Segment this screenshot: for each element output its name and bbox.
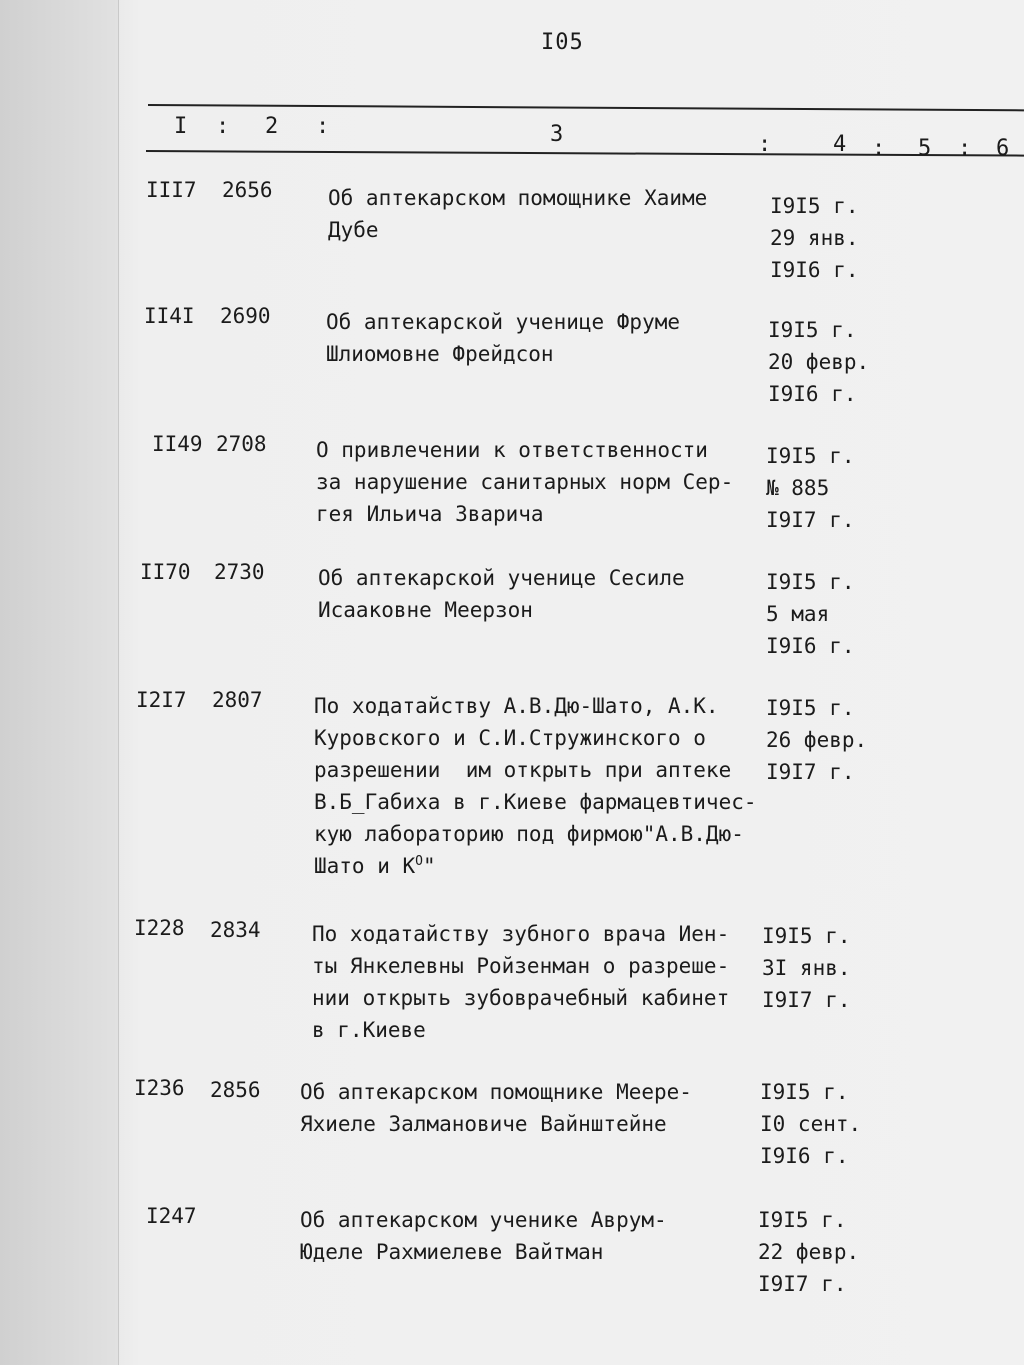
- description-line: Об аптекарской ученице Сесиле: [318, 566, 685, 590]
- date-line: I9I5 г.: [758, 1208, 847, 1232]
- header-rule-top: [148, 104, 1024, 111]
- date-line: 22 февр.: [758, 1240, 860, 1264]
- description-line: Дубе: [328, 218, 379, 242]
- column-header-3: 3: [550, 122, 564, 147]
- column-header-sep: :: [758, 132, 772, 157]
- date-line: I9I5 г.: [766, 444, 855, 468]
- date-line: 5 мая: [766, 602, 830, 626]
- column-header-sep: :: [216, 114, 230, 139]
- description-line: Об аптекарском помощнике Меере-: [300, 1080, 692, 1104]
- record-dates: [758, 1204, 868, 1300]
- date-line: I9I5 г.: [760, 1080, 849, 1104]
- date-line: I9I5 г.: [766, 696, 855, 720]
- record-dates: [766, 566, 876, 662]
- date-line: I9I7 г.: [762, 988, 851, 1012]
- record-description: [316, 434, 766, 530]
- description-line: Шлиомовне Фрейдсон: [326, 342, 554, 366]
- date-line: I9I7 г.: [766, 508, 855, 532]
- date-line: I0 сент.: [760, 1112, 862, 1136]
- date-line: I9I5 г.: [762, 924, 851, 948]
- description-line: Яхиеле Залмановиче Вайнштейне: [300, 1112, 667, 1136]
- date-line: 26 февр.: [766, 728, 868, 752]
- record-dates: [768, 314, 878, 410]
- description-line: за нарушение санитарных норм Сер-: [316, 470, 734, 494]
- record-number: II4I: [144, 304, 195, 328]
- description-line: Юделе Рахмиелеве Вайтман: [300, 1240, 604, 1264]
- date-line: № 885: [766, 476, 830, 500]
- file-number: 2656: [222, 178, 273, 202]
- date-line: 3I янв.: [762, 956, 851, 980]
- record-dates: [770, 190, 880, 286]
- description-tail: ": [422, 854, 436, 878]
- description-line: в г.Киеве: [312, 1018, 426, 1042]
- date-line: 20 февр.: [768, 350, 870, 374]
- date-line: I9I7 г.: [766, 760, 855, 784]
- record-number: I236: [134, 1076, 185, 1100]
- record-description: [326, 306, 776, 370]
- date-line: 29 янв.: [770, 226, 859, 250]
- date-line: I9I6 г.: [766, 634, 855, 658]
- record-description: [300, 1076, 750, 1140]
- page-number: I05: [541, 30, 584, 55]
- description-line: Исааковне Меерзон: [318, 598, 533, 622]
- date-line: I9I6 г.: [760, 1144, 849, 1168]
- superscript-o: О: [415, 854, 423, 869]
- description-line: Шато и К: [314, 854, 416, 878]
- page-edge: [0, 0, 119, 1365]
- description-line: кую лабораторию под фирмою"А.В.Дю-: [314, 822, 744, 846]
- record-dates: [760, 1076, 870, 1172]
- file-number: 2730: [214, 560, 265, 584]
- description-line: По ходатайству зубного врача Иен-: [312, 922, 730, 946]
- description-line: гея Ильича Зварича: [316, 502, 544, 526]
- description-line: Куровского и С.И.Стружинского о: [314, 726, 706, 750]
- description-line: Об аптекарском помощнике Хаиме: [328, 186, 708, 210]
- record-description: [314, 690, 764, 882]
- record-number: II49: [152, 432, 203, 456]
- file-number: 2834: [210, 918, 261, 942]
- column-header-sep: :: [872, 136, 886, 161]
- record-dates: [766, 692, 876, 788]
- date-line: I9I6 г.: [768, 382, 857, 406]
- record-description: [312, 918, 762, 1046]
- date-line: I9I5 г.: [770, 194, 859, 218]
- record-number: I2I7: [136, 688, 187, 712]
- record-dates: [762, 920, 872, 1016]
- column-header-1: I: [174, 114, 188, 139]
- record-description: [318, 562, 768, 626]
- description-line: нии открыть зубоврачебный кабинет: [312, 986, 730, 1010]
- column-header-4: 4: [833, 132, 847, 157]
- record-number: I247: [146, 1204, 197, 1228]
- description-line: По ходатайству А.В.Дю-Шато, А.К.: [314, 694, 719, 718]
- column-header-2: 2: [265, 114, 279, 139]
- column-header-5: 5: [918, 136, 932, 161]
- date-line: I9I6 г.: [770, 258, 859, 282]
- description-line: ты Янкелевны Ройзенман о разреше-: [312, 954, 730, 978]
- file-number: 2708: [216, 432, 267, 456]
- column-header-sep: :: [958, 136, 972, 161]
- record-number: I228: [134, 916, 185, 940]
- record-number: II70: [140, 560, 191, 584]
- record-dates: [766, 440, 876, 536]
- file-number: 2856: [210, 1078, 261, 1102]
- file-number: 2807: [212, 688, 263, 712]
- column-header-6: 6: [996, 136, 1010, 161]
- column-header-sep: :: [316, 114, 330, 139]
- description-line: О привлечении к ответственности: [316, 438, 708, 462]
- record-description: [328, 182, 778, 246]
- description-line: разрешении им открыть при аптеке: [314, 758, 732, 782]
- description-line: Об аптекарской ученице Фруме: [326, 310, 681, 334]
- record-description: [300, 1204, 750, 1268]
- header-rule-bottom: [146, 150, 1024, 157]
- file-number: 2690: [220, 304, 271, 328]
- record-number: III7: [146, 178, 197, 202]
- date-line: I9I5 г.: [768, 318, 857, 342]
- date-line: I9I7 г.: [758, 1272, 847, 1296]
- description-line: Об аптекарском ученике Аврум-: [300, 1208, 667, 1232]
- date-line: I9I5 г.: [766, 570, 855, 594]
- description-line: В.Б_Габиха в г.Киеве фармацевтичес-: [314, 790, 757, 814]
